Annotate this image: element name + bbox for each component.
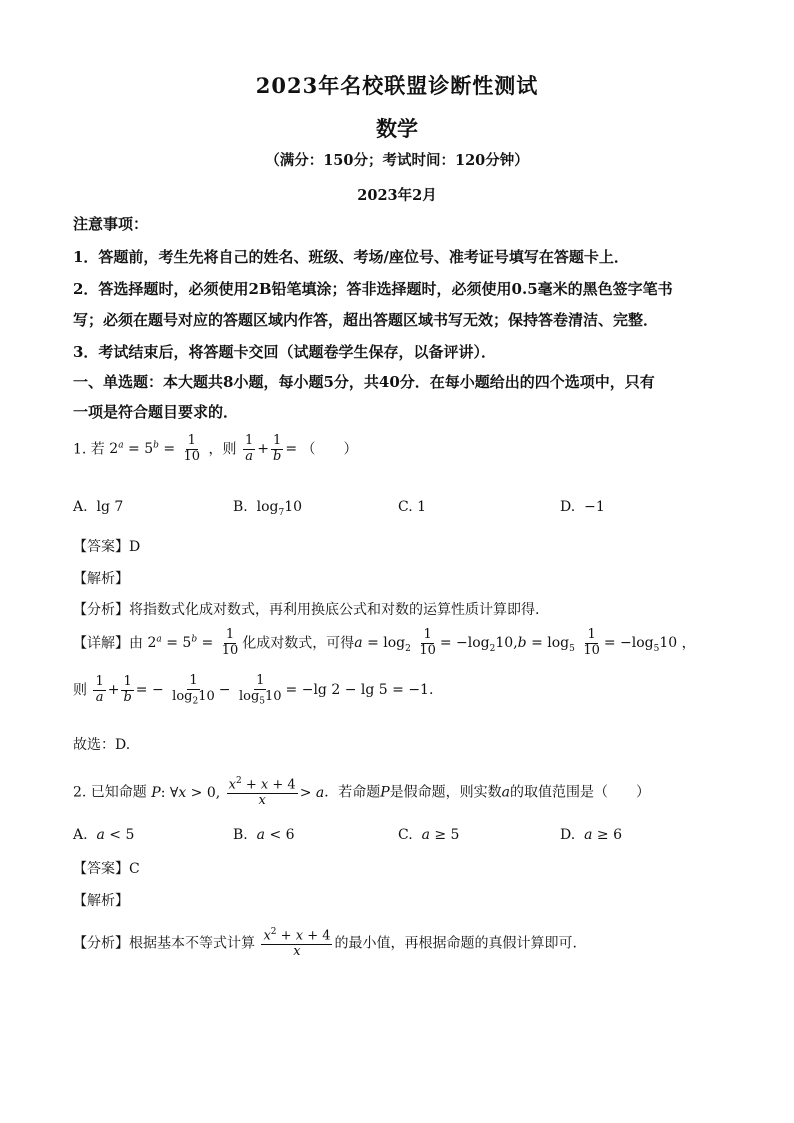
subject-title: 数学 (376, 116, 418, 141)
q2-answer: 【答案】C (73, 861, 140, 877)
q1-fenxi: 【分析】将指数式化成对数式，再利用换底公式和对数的运算性质计算即得. (73, 602, 540, 618)
fraction-1-b: $\frac{1}{b}$ (273, 433, 282, 464)
notes-heading: 注意事项： (73, 215, 149, 233)
q1-expression: $\frac{1}{a}$ + $\frac{1}{b}$ = (244, 433, 298, 464)
q1-option-a: A. lg 7 (73, 499, 124, 515)
q1-option-c: C. 1 (398, 499, 427, 515)
fraction-1-a: $\frac{1}{a}$ (244, 433, 254, 464)
q1-paren: （ ） (301, 441, 358, 458)
q1-answer: 【答案】D (73, 539, 141, 555)
q2-option-a: A. a < 5 (73, 827, 135, 843)
q2-option-b: B. a < 6 (233, 827, 295, 843)
q2-option-c: C. a ≥ 5 (398, 827, 460, 843)
fraction-1-10: $\frac{1}{10}$ (183, 433, 201, 464)
q1-option-d: D. −1 (560, 499, 605, 515)
section-heading-line1: 一、单选题：本大题共8小题，每小题5分，共40分．在每小题给出的四个选项中，只有 (73, 373, 655, 391)
exam-meta: （满分：150分；考试时间：120分钟） (265, 152, 529, 169)
q1-mid: ，则 (208, 441, 237, 458)
q1-analysis-tag: 【解析】 (73, 571, 129, 587)
q2-fenxi: 【分析】根据基本不等式计算 $\frac{x^2 + x + 4}{x}$ 的最小值，再根据命题的真假计算即可. (73, 927, 577, 960)
q1-prefix: 1. 若 (73, 441, 105, 458)
exam-date: 2023年2月 (357, 187, 437, 204)
q2-option-d: D. a ≥ 6 (560, 827, 622, 843)
notes-item-2a: 2．答选择题时，必须使用2B铅笔填涂；答非选择题时，必须使用0.5毫米的黑色签字笔书 (73, 280, 673, 298)
notes-item-2b: 写；必须在题号对应的答题区域内作答，超出答题区域书写无效；保持答卷清洁、完整． (73, 311, 659, 329)
q2-analysis-tag: 【解析】 (73, 893, 129, 909)
page-title: 2023年名校联盟诊断性测试 (255, 73, 539, 98)
section-heading-line2: 一项是符合题目要求的． (73, 403, 239, 421)
q1-condition: 2$^a$ = 5$^b$ = $\frac{1}{10}$ (109, 433, 201, 464)
q1-xiangjie: 【详解】由 2$^a$ = 5$^b$ = $\frac{1}{10}$ 化成对数式，可得$a = \log_2$ $\frac{1}{10}$ = $-\log_210,b = \log_5$ $\frac{1}{10}$ = $-\log_510$ ， (73, 627, 696, 658)
q1-conclusion: 故选：D. (73, 737, 131, 753)
q2-stem: 2. 已知命题 P: ∀x > 0, $\frac{x^2 + x + 4}{x}$ > a．若命题P是假命题，则实数a的取值范围是（ ） (73, 776, 651, 809)
q1-derivation: 则 $\frac{1}{a}$ + $\frac{1}{b}$ = − $\frac{1}{\log_210}$ − $\frac{1}{\log_510}$ = −lg 2 − lg 5 = −1. (73, 673, 434, 707)
q1-option-b: B. $\log_710$ (233, 499, 303, 518)
notes-item-3: 3．考试结束后，将答题卡交回（试题卷学生保存，以备评讲）． (73, 343, 496, 361)
q1-stem (73, 434, 358, 465)
notes-item-1: 1．答题前，考生先将自己的姓名、班级、考场/座位号、准考证号填写在答题卡上． (73, 248, 629, 266)
